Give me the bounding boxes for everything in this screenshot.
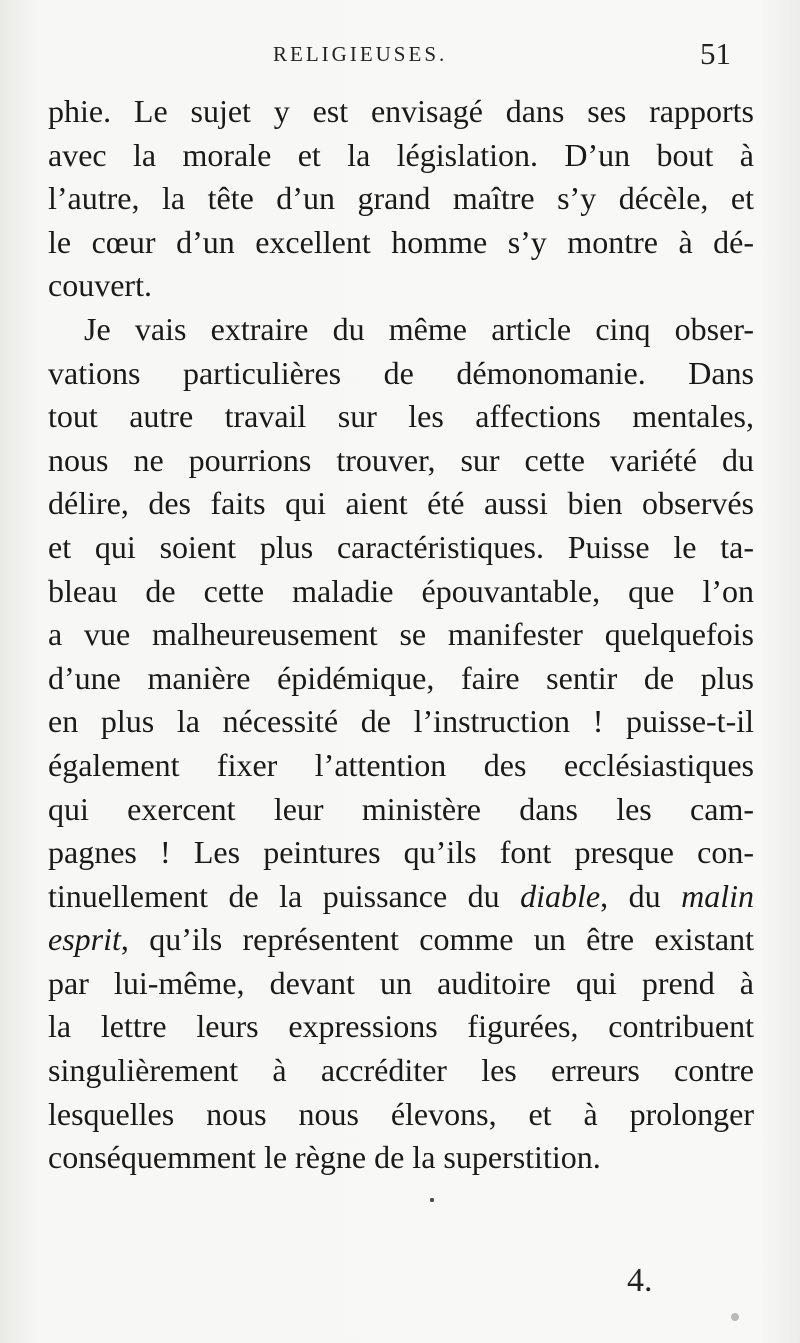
- text-line: [48, 744, 754, 788]
- page-header: [0, 36, 800, 80]
- text-line: [48, 308, 754, 352]
- text-segment: , du: [600, 877, 682, 914]
- text-segment: couvert.: [48, 267, 152, 304]
- italic-text: diable: [520, 877, 601, 914]
- text-segment: qui exercent leur ministère dans les cam-: [48, 790, 754, 827]
- text-line: [48, 90, 754, 134]
- text-segment: tinuellement de la puissance du: [48, 877, 521, 914]
- italic-text: malin: [681, 877, 755, 914]
- text-segment: l’autre, la tête d’un grand maître s’y décèle, et: [48, 180, 754, 217]
- text-line: [48, 657, 754, 701]
- text-line: [48, 831, 754, 875]
- text-line: [48, 1049, 754, 1093]
- signature-mark: 4.: [627, 1262, 653, 1299]
- text-line: [48, 395, 754, 439]
- text-segment: tout autre travail sur les affections mentales,: [48, 398, 754, 435]
- text-segment: nous ne pourrions trouver, sur cette variété du: [48, 441, 754, 478]
- text-line: [48, 264, 754, 308]
- text-line: [48, 570, 754, 614]
- text-segment: d’une manière épidémique, faire sentir de plus: [48, 659, 754, 696]
- text-line: [48, 177, 754, 221]
- text-segment: lesquelles nous nous élevons, et à prolonger: [48, 1095, 754, 1132]
- text-line: [48, 1136, 754, 1180]
- text-segment: singulièrement à accréditer les erreurs contre: [48, 1052, 754, 1089]
- text-segment: avec la morale et la législation. D’un bout à: [48, 136, 754, 173]
- text-segment: bleau de cette maladie épouvantable, que l’on: [48, 572, 754, 609]
- text-segment: par lui-même, devant un auditoire qui prend à: [48, 964, 754, 1001]
- running-title: RELIGIEUSES.: [273, 42, 448, 66]
- text-segment: délire, des faits qui aient été aussi bien observés: [48, 485, 754, 522]
- text-segment: , qu’ils représentent comme un être existant: [120, 921, 754, 958]
- text-segment: également fixer l’attention des ecclésiastiques: [48, 746, 754, 783]
- text-segment: a vue malheureusement se manifester quelquefois: [48, 616, 754, 653]
- body-text: [48, 90, 754, 1180]
- paper-speck: [731, 1313, 739, 1321]
- text-segment: et qui soient plus caractéristiques. Puisse le ta-: [48, 528, 754, 565]
- text-line: [48, 918, 754, 962]
- text-line: [48, 134, 754, 178]
- text-line: [48, 613, 754, 657]
- text-segment: vations particulières de démonomanie. Dans: [48, 354, 754, 391]
- text-segment: conséquemment le règne de la superstition.: [48, 1139, 601, 1176]
- text-line: [48, 1093, 754, 1137]
- text-line: [48, 221, 754, 265]
- text-line: [48, 352, 754, 396]
- text-line: [48, 526, 754, 570]
- ink-speck: [430, 1198, 434, 1202]
- text-segment: phie. Le sujet y est envisagé dans ses rapports: [48, 93, 754, 129]
- page-number: 51: [700, 36, 731, 71]
- text-line: [48, 482, 754, 526]
- text-line: [48, 962, 754, 1006]
- text-segment: en plus la nécessité de l’instruction ! puisse-t-il: [48, 703, 754, 740]
- text-segment: pagnes ! Les peintures qu’ils font presque con-: [48, 834, 754, 871]
- text-line: [48, 700, 754, 744]
- text-line: [48, 875, 754, 919]
- text-line: [48, 439, 754, 483]
- text-line: [48, 788, 754, 832]
- italic-text: esprit: [48, 921, 121, 958]
- text-segment: la lettre leurs expressions figurées, contribuent: [48, 1008, 754, 1045]
- text-segment: le cœur d’un excellent homme s’y montre à dé-: [48, 223, 754, 260]
- text-segment: Je vais extraire du même article cinq obser-: [84, 310, 754, 347]
- text-line: [48, 1005, 754, 1049]
